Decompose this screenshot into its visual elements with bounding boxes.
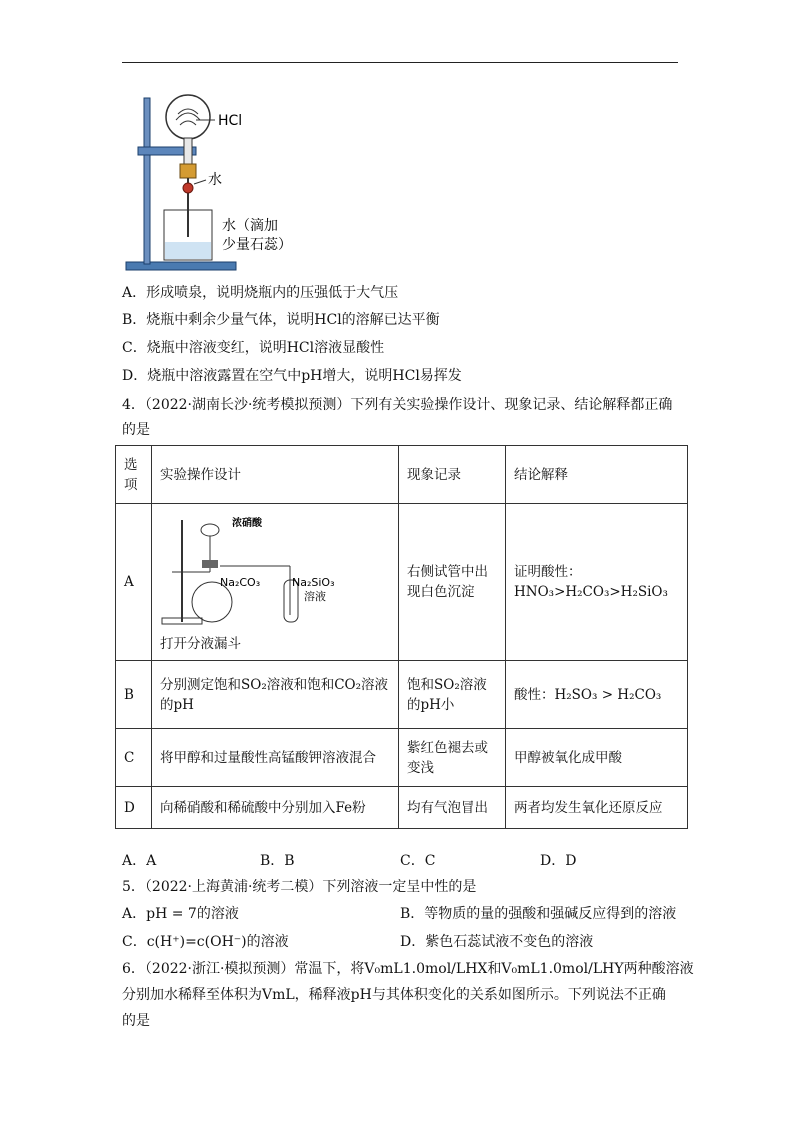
- beaker-label-2: 少量石蕊）: [222, 237, 292, 253]
- q4-stem-line1: 4．（2022·湖南长沙·统考模拟预测）下列有关实验操作设计、现象记录、结论解释都正确: [122, 397, 673, 413]
- row-phenomenon: 饱和SO₂溶液的pH小: [399, 661, 506, 729]
- na2co3-label: Na₂CO₃: [220, 576, 261, 589]
- table-header-row: [116, 446, 688, 504]
- row-design: 将甲醇和过量酸性高锰酸钾溶液混合: [152, 729, 399, 787]
- solution-label: 溶液: [304, 590, 326, 603]
- nitric-acid-apparatus-figure: [160, 510, 380, 628]
- fountain-apparatus-figure: [118, 92, 318, 274]
- table-row: [116, 729, 688, 787]
- q6-line3: 的是: [122, 1013, 150, 1029]
- header-conclusion: 结论解释: [506, 446, 688, 504]
- q4-stem-line2: 的是: [122, 422, 150, 438]
- table-row: [116, 787, 688, 829]
- beaker-label-1: 水（滴加: [222, 218, 278, 234]
- na2sio3-label: Na₂SiO₃: [292, 576, 335, 589]
- q3-option-b: B．烧瓶中剩余少量气体，说明HCl的溶解已达平衡: [122, 312, 440, 328]
- row-phenomenon: 紫红色褪去或变浅: [399, 729, 506, 787]
- row-design-cell: [152, 504, 399, 661]
- header-option: 选项: [116, 446, 152, 504]
- q3-option-d: D．烧瓶中溶液露置在空气中pH增大，说明HCl易挥发: [122, 368, 462, 384]
- row-phenomenon: 均有气泡冒出: [399, 787, 506, 829]
- water-label: 水: [208, 172, 222, 188]
- hcl-label: HCl: [218, 113, 243, 129]
- row-conclusion: 两者均发生氧化还原反应: [506, 787, 688, 829]
- header-design: 实验操作设计: [152, 446, 399, 504]
- q5-stem: 5．（2022·上海黄浦·统考二模）下列溶液一定呈中性的是: [122, 879, 477, 895]
- acid-label: 浓硝酸: [232, 518, 262, 529]
- q3-option-c: C．烧瓶中溶液变红，说明HCl溶液显酸性: [122, 340, 385, 356]
- row-conclusion-line1: 证明酸性：: [514, 564, 582, 580]
- q4-option-b: B．B: [260, 853, 295, 869]
- row-option: D: [116, 787, 152, 829]
- q4-table: [115, 445, 688, 829]
- q3-option-a: A．形成喷泉，说明烧瓶内的压强低于大气压: [122, 285, 399, 301]
- row-option: C: [116, 729, 152, 787]
- table-row: [116, 661, 688, 729]
- header-rule: [122, 62, 678, 63]
- row-option: B: [116, 661, 152, 729]
- q6-line1: 6．（2022·浙江·模拟预测）常温下，将V₀mL1.0mol/LHX和V₀mL1.0mol/LHY两种酸溶液: [122, 961, 694, 977]
- q6-line2: 分别加水稀释至体积为VmL，稀释液pH与其体积变化的关系如图所示。下列说法不正确: [122, 987, 666, 1003]
- row-conclusion: 酸性：H₂SO₃ > H₂CO₃: [506, 661, 688, 729]
- row-design-text: 打开分液漏斗: [160, 636, 241, 652]
- q4-option-d: D．D: [540, 853, 577, 869]
- q5-option-c: C．c(H⁺)=c(OH⁻)的溶液: [122, 934, 289, 950]
- q5-option-d: D．紫色石蕊试液不变色的溶液: [400, 934, 594, 950]
- row-phenomenon: 右侧试管中出现白色沉淀: [399, 504, 506, 661]
- header-phenomenon: 现象记录: [399, 446, 506, 504]
- row-option: A: [116, 504, 152, 661]
- q4-option-a: A．A: [122, 853, 157, 869]
- row-conclusion-cell: [506, 504, 688, 661]
- row-conclusion: 甲醇被氧化成甲酸: [506, 729, 688, 787]
- row-design: 分别测定饱和SO₂溶液和饱和CO₂溶液的pH: [152, 661, 399, 729]
- q5-option-a: A．pH = 7的溶液: [122, 906, 239, 922]
- table-row: [116, 504, 688, 661]
- q5-option-b: B．等物质的量的强酸和强碱反应得到的溶液: [400, 906, 677, 922]
- row-conclusion-line2: HNO₃>H₂CO₃>H₂SiO₃: [514, 584, 668, 600]
- row-design: 向稀硝酸和稀硫酸中分别加入Fe粉: [152, 787, 399, 829]
- q4-option-c: C．C: [400, 853, 436, 869]
